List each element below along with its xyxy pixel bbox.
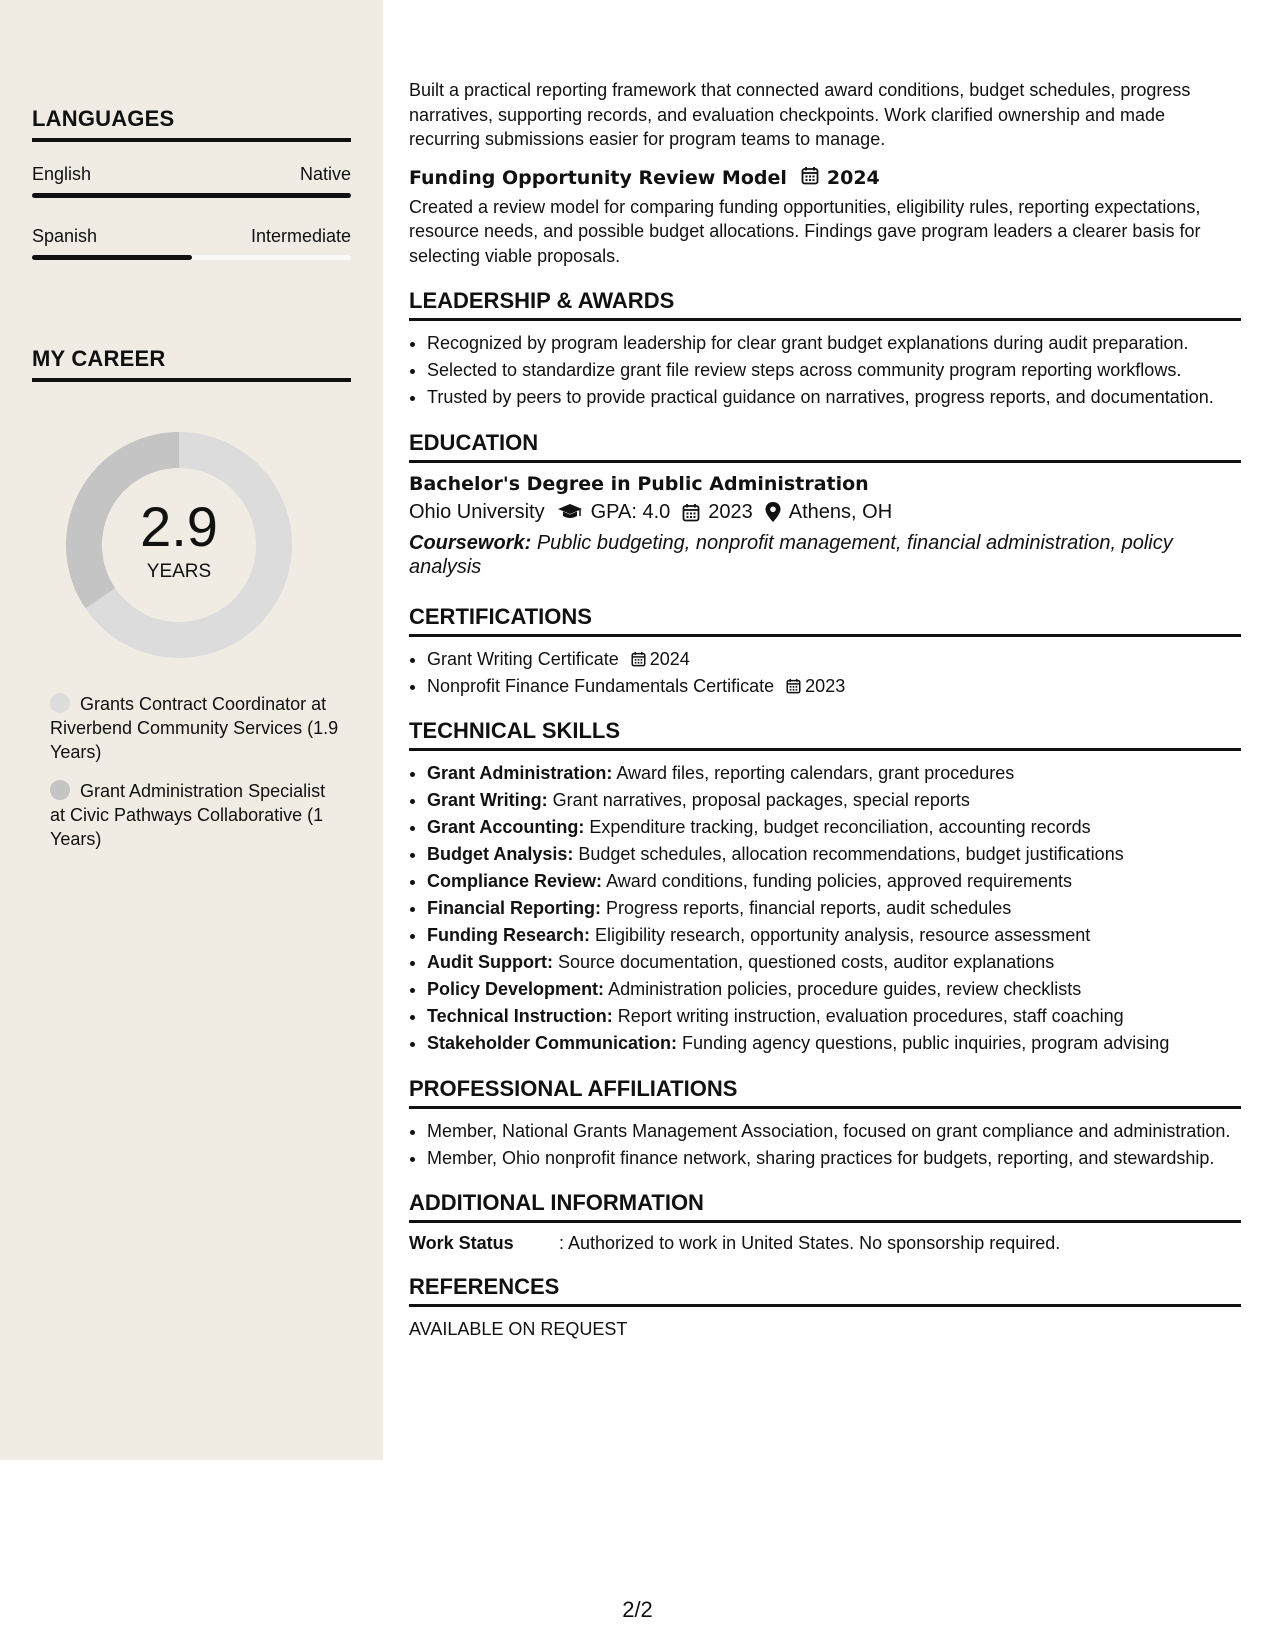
- work-status-row: [409, 1233, 1241, 1254]
- languages-section: [32, 106, 351, 260]
- list-item: • Member, Ohio nonprofit finance network, sharing practices for budgets, reporting, and stewardship.: [427, 1146, 1241, 1171]
- certifications-heading: CERTIFICATIONS: [409, 604, 1241, 637]
- skill-text: Award files, reporting calendars, grant procedures: [616, 763, 1015, 783]
- skill-text: Administration policies, procedure guides, review checklists: [608, 979, 1082, 999]
- main-content: [409, 78, 1241, 1342]
- skill-label: Stakeholder Communication:: [427, 1033, 678, 1053]
- skill-text: Grant narratives, proposal packages, special reports: [552, 790, 970, 810]
- gpa: GPA: 4.0: [590, 500, 671, 523]
- sidebar: [0, 0, 383, 1460]
- certifications-list: [409, 647, 1241, 699]
- certificate-year: 2023: [805, 675, 846, 696]
- list-item: [427, 950, 1241, 975]
- skill-label: Grant Accounting:: [427, 817, 585, 837]
- skills-list: [409, 761, 1241, 1056]
- leadership-heading: LEADERSHIP & AWARDS: [409, 288, 1241, 321]
- career-section: [32, 346, 351, 382]
- list-item: [427, 896, 1241, 921]
- career-role-text: Grants Contract Coordinator at Riverbend Community Services (1.9 Years): [50, 694, 339, 762]
- calendar-icon: [801, 166, 819, 190]
- legend-dot: [50, 780, 70, 800]
- skill-text: Expenditure tracking, budget reconciliation, accounting records: [589, 817, 1091, 837]
- skill-text: Source documentation, questioned costs, auditor explanations: [557, 952, 1055, 972]
- list-item: [427, 869, 1241, 894]
- work-status-label: Work Status: [409, 1233, 514, 1253]
- legend-dot: [50, 693, 70, 713]
- references-text: AVAILABLE ON REQUEST: [409, 1319, 628, 1339]
- skill-label: Grant Writing:: [427, 790, 548, 810]
- skill-label: Funding Research:: [427, 925, 591, 945]
- list-item: [427, 674, 1241, 699]
- skill-label: Financial Reporting:: [427, 898, 602, 918]
- certificate-name: • Grant Writing Certificate: [427, 648, 619, 669]
- career-legend-item: [50, 779, 340, 851]
- page-number: 2/2: [622, 1597, 653, 1622]
- languages-heading: LANGUAGES: [32, 106, 351, 142]
- calendar-icon: [682, 503, 700, 522]
- school-location: Athens, OH: [788, 500, 893, 523]
- list-item: [427, 788, 1241, 813]
- skill-text: Progress reports, financial reports, audit schedules: [606, 898, 1012, 918]
- skill-label: Audit Support:: [427, 952, 553, 972]
- career-donut-center: [66, 432, 292, 658]
- list-item: • Member, National Grants Management Association, focused on grant compliance and administration.: [427, 1119, 1241, 1144]
- graduation-cap-icon: [557, 503, 583, 521]
- list-item: [427, 977, 1241, 1002]
- work-status-value: : Authorized to work in United States. No sponsorship required.: [559, 1233, 1061, 1253]
- language-proficiency-fill: [32, 255, 192, 260]
- career-role-text: Grant Administration Specialist at Civic Pathways Collaborative (1 Years): [50, 781, 326, 849]
- project-title-row: [409, 166, 1241, 190]
- degree-title: Bachelor's Degree in Public Administration: [409, 472, 869, 495]
- list-item: [427, 815, 1241, 840]
- project-year: 2024: [826, 166, 880, 189]
- list-item: • Recognized by program leadership for clear grant budget explanations during audit preparation.: [427, 331, 1241, 356]
- skill-label: Grant Administration:: [427, 763, 613, 783]
- language-proficiency-bar: [32, 255, 351, 260]
- map-pin-icon: [765, 502, 781, 522]
- education-heading: EDUCATION: [409, 430, 1241, 463]
- language-level: Intermediate: [250, 226, 351, 246]
- skill-label: Policy Development:: [427, 979, 605, 999]
- language-level: Native: [299, 164, 351, 184]
- project-title: Funding Opportunity Review Model: [409, 166, 787, 189]
- skill-text: Budget schedules, allocation recommendations, budget justifications: [578, 844, 1124, 864]
- list-item: • Selected to standardize grant file review steps across community program reporting workflows.: [427, 358, 1241, 383]
- additional-info-heading: ADDITIONAL INFORMATION: [409, 1190, 1241, 1223]
- skill-label: Compliance Review:: [427, 871, 603, 891]
- skill-text: Award conditions, funding policies, approved requirements: [606, 871, 1073, 891]
- language-row: [32, 226, 351, 247]
- list-item: • Trusted by peers to provide practical guidance on narratives, progress reports, and documentation.: [427, 385, 1241, 410]
- language-row: [32, 164, 351, 185]
- career-total-unit: YEARS: [146, 561, 212, 582]
- coursework-label: Coursework:: [409, 531, 532, 554]
- skill-text: Eligibility research, opportunity analysis, resource assessment: [595, 925, 1091, 945]
- affiliations-heading: PROFESSIONAL AFFILIATIONS: [409, 1076, 1241, 1109]
- skill-label: Budget Analysis:: [427, 844, 574, 864]
- language-name: Spanish: [32, 226, 98, 246]
- calendar-icon: [786, 678, 801, 694]
- language-proficiency-fill: [32, 193, 351, 198]
- list-item: [427, 761, 1241, 786]
- leadership-list: [409, 331, 1241, 410]
- calendar-icon: [631, 651, 646, 667]
- school-name: Ohio University: [409, 500, 545, 523]
- references-heading: REFERENCES: [409, 1274, 1241, 1307]
- certificate-name: • Nonprofit Finance Fundamentals Certificate: [427, 675, 775, 696]
- skill-text: Funding agency questions, public inquiries, program advising: [682, 1033, 1170, 1053]
- certificate-year: 2024: [649, 648, 690, 669]
- skill-label: Technical Instruction:: [427, 1006, 613, 1026]
- list-item: [427, 647, 1241, 672]
- coursework: [409, 531, 1241, 580]
- skill-text: Report writing instruction, evaluation procedures, staff coaching: [617, 1006, 1124, 1026]
- coursework-text: Public budgeting, nonprofit management, financial administration, policy analysis: [409, 531, 1173, 578]
- list-item: [427, 1004, 1241, 1029]
- career-total-years: 2.9: [140, 495, 218, 558]
- intro-paragraph: Built a practical reporting framework that connected award conditions, budget schedules, progress narratives, supporting records, and evaluation checkpoints. Work clarified ownership and made recurring submissions easier for program teams to manage.: [409, 80, 1191, 149]
- list-item: [427, 842, 1241, 867]
- career-donut-chart: [66, 432, 292, 658]
- language-name: English: [32, 164, 92, 184]
- career-legend-item: [50, 692, 340, 764]
- graduation-year: 2023: [708, 500, 753, 523]
- list-item: [427, 923, 1241, 948]
- career-heading: MY CAREER: [32, 346, 351, 382]
- skills-heading: TECHNICAL SKILLS: [409, 718, 1241, 751]
- list-item: [427, 1031, 1241, 1056]
- project-description: Created a review model for comparing funding opportunities, eligibility rules, reporting expectations, resource needs, and possible budget allocations. Findings gave program leaders a clearer basis for selecting viable proposals.: [409, 196, 1201, 266]
- language-proficiency-bar: [32, 193, 351, 198]
- education-meta: [409, 501, 1241, 524]
- affiliations-list: [409, 1119, 1241, 1171]
